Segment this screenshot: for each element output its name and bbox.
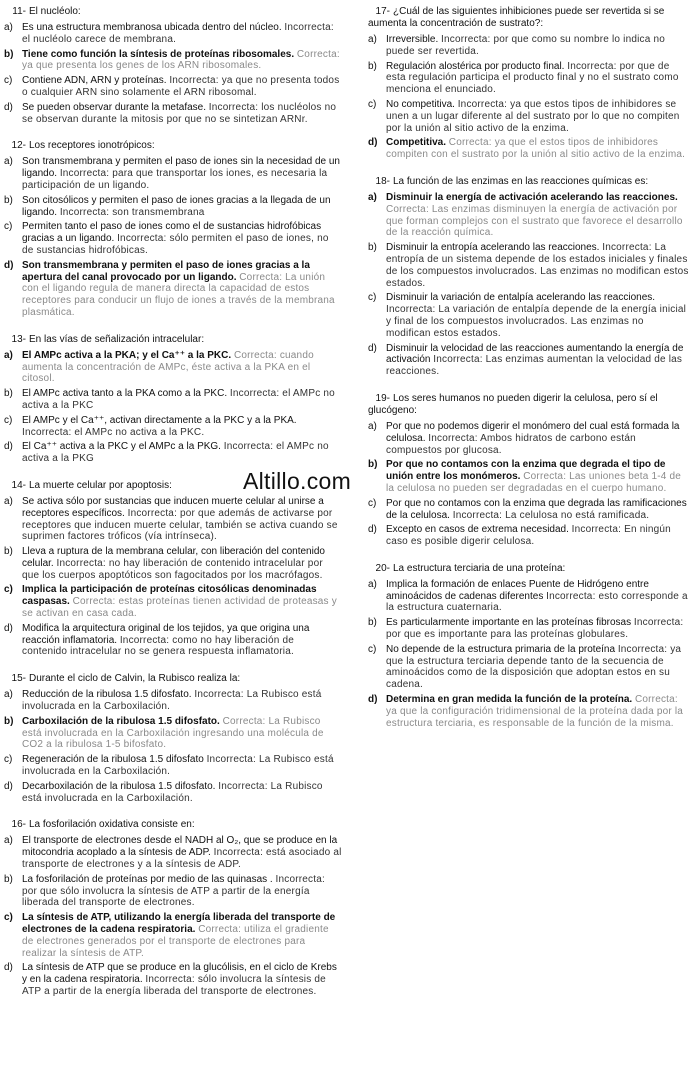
options-list — [4, 156, 342, 318]
question — [368, 563, 690, 730]
option-text: Contiene ADN, ARN y proteínas. — [22, 75, 167, 87]
option-explanation: Incorrecta: En ningún caso es posible digerir celulosa. — [386, 524, 671, 548]
question-title — [368, 393, 690, 417]
option-body — [22, 623, 342, 658]
option-explanation: Incorrecta: esto corresponde a la estructura cuaternaria. — [386, 590, 688, 614]
answer-option-correct — [4, 912, 342, 959]
option-body — [386, 459, 690, 494]
answer-option-incorrect — [368, 524, 690, 548]
question — [4, 673, 342, 804]
option-letter: c) — [4, 912, 13, 924]
answer-option-correct — [368, 137, 690, 161]
question-text: La muerte celular por apoptosis: — [29, 479, 172, 491]
option-body — [386, 34, 690, 58]
answer-option-incorrect — [4, 415, 342, 439]
option-letter: c) — [368, 497, 377, 509]
option-body — [22, 102, 342, 126]
option-letter: c) — [4, 221, 13, 233]
answer-option-correct — [368, 694, 690, 729]
option-text: Disminuir la velocidad de las reacciones aumentando la energía de activación — [386, 342, 684, 366]
option-letter: d) — [4, 259, 14, 271]
option-body — [386, 343, 690, 378]
option-body — [386, 192, 690, 239]
option-body — [22, 874, 342, 909]
answer-option-incorrect — [4, 874, 342, 909]
question-spacer — [4, 661, 342, 667]
option-explanation: Incorrecta: el AMPc no activa a la PKC. — [22, 426, 205, 438]
option-body — [22, 912, 342, 959]
option-text: Es particularmente importante en las proteínas fibrosas — [386, 617, 632, 629]
answer-option-incorrect — [4, 156, 342, 191]
option-explanation: Incorrecta: como no hay liberación de contenido intracelular no se genera respuesta inflamatoria. — [22, 634, 294, 658]
option-body — [386, 421, 690, 456]
option-explanation: Incorrecta: La entropía de un sistema depende de los estados iniciales y finales de los compuestos involucrados. Las enzimas no modifican estos estados. — [386, 242, 689, 289]
option-explanation: Incorrecta: el nucléolo carece de membrana. — [22, 22, 334, 45]
option-letter: d) — [4, 780, 13, 792]
option-explanation: Incorrecta: ya que estos tipos de inhibidores se unen a un lugar diferente al del sustrato por lo que no compiten por la unión al sitio activo de la enzima. — [386, 98, 680, 134]
question-text: Los receptores ionotrópicos: — [29, 140, 155, 152]
option-explanation: Incorrecta: Ambos hidratos de carbono están compuestos por glucosa. — [386, 432, 636, 456]
answer-option-incorrect — [368, 292, 690, 339]
option-text: Permiten tanto el paso de iones como el de sustancias hidrofóbicas gracias a un ligando. — [22, 221, 322, 245]
option-explanation: Correcta: ya que presenta los genes de los ARN ribosomales. — [22, 48, 340, 72]
answer-option-incorrect — [368, 498, 690, 522]
option-letter: b) — [4, 48, 14, 60]
answer-option-incorrect — [4, 388, 342, 412]
question — [4, 140, 342, 318]
option-letter: b) — [368, 60, 377, 72]
option-explanation: Incorrecta: los nucléolos no se observan durante la mitosis por que no se sintetizan ARNr. — [22, 101, 337, 125]
option-body — [22, 496, 342, 543]
question-number: 20- — [375, 562, 390, 574]
option-text: Son transmembrana y permiten el paso de iones gracias a la apertura del canal provocado por un ligando. — [22, 259, 310, 283]
option-explanation: Incorrecta: son transmembrana — [59, 206, 205, 218]
question — [368, 176, 690, 378]
options-list — [368, 34, 690, 161]
answer-option-correct — [4, 350, 342, 385]
option-letter: a) — [4, 349, 13, 361]
option-text: Disminuir la variación de entalpía acelerando las reacciones. — [386, 292, 656, 304]
option-explanation: Incorrecta: Las enzimas aumentan la velocidad de las reacciones. — [386, 354, 683, 378]
question-text: En las vías de señalización intracelular: — [29, 333, 205, 345]
answer-option-incorrect — [4, 496, 342, 543]
option-text: Implica la participación de proteínas citosólicas denominadas caspasas. — [22, 584, 317, 608]
option-letter: c) — [368, 292, 377, 304]
answer-option-incorrect — [4, 546, 342, 581]
option-text: El AMPc activa a la PKA; y el Ca⁺⁺ a la PKC. — [22, 349, 232, 361]
option-explanation: Correcta: cuando aumenta la concentración de AMPc, éste activa a la PKA en el citosol. — [22, 349, 314, 385]
answer-option-incorrect — [368, 617, 690, 641]
option-explanation: Incorrecta: La Rubisco está involucrada en la Carboxilación. — [22, 780, 323, 804]
option-letter: b) — [4, 873, 13, 885]
option-body — [386, 617, 690, 641]
option-explanation: Incorrecta: La celulosa no está ramificada. — [452, 509, 650, 521]
option-body — [22, 415, 342, 439]
option-explanation: Incorrecta: por que como su nombre lo indica no puede ser revertida. — [386, 34, 665, 57]
option-text: Decarboxilación de la ribulosa 1.5 difosfato. — [22, 780, 216, 792]
option-letter: a) — [368, 34, 377, 45]
question-text: Los seres humanos no pueden digerir la celulosa, pero sí el glucógeno: — [368, 392, 661, 416]
question-title — [368, 6, 690, 30]
option-letter: d) — [368, 694, 378, 706]
option-body — [386, 61, 690, 96]
option-text: La síntesis de ATP que se produce en la glucólisis, en el ciclo de Krebs y en la cadena respiratoria. — [22, 962, 337, 986]
option-letter: d) — [4, 962, 13, 974]
answer-option-correct — [4, 716, 342, 751]
option-letter: b) — [368, 617, 377, 629]
question-spacer — [4, 807, 342, 813]
option-body — [22, 75, 342, 99]
option-text: Por que no contamos con la enzima que degrada el tipo de unión entre los monómeros. — [386, 459, 666, 483]
question-text: Durante el ciclo de Calvin, la Rubisco realiza la: — [29, 673, 241, 685]
answer-option-incorrect — [4, 22, 342, 46]
option-letter: a) — [4, 495, 13, 507]
option-letter: a) — [4, 689, 13, 701]
option-body — [22, 584, 342, 619]
answer-option-incorrect — [4, 962, 342, 997]
option-explanation: Incorrecta: La Rubisco está involucrada en la Carboxilación. — [22, 754, 334, 778]
option-letter: b) — [4, 194, 13, 206]
option-body — [386, 242, 690, 289]
answer-option-incorrect — [368, 99, 690, 134]
option-text: El AMPc activa tanto a la PKA como a la PKC. — [22, 388, 228, 400]
question-text: La función de las enzimas en las reacciones químicas es: — [393, 175, 649, 187]
option-letter: b) — [368, 459, 378, 471]
option-letter: c) — [368, 98, 377, 110]
option-body — [22, 195, 342, 219]
answer-option-incorrect — [368, 343, 690, 378]
question — [368, 6, 690, 161]
option-body — [386, 579, 690, 614]
question-number: 18- — [375, 175, 390, 187]
option-letter: b) — [4, 388, 13, 400]
option-explanation: Incorrecta: La Rubisco está involucrada en la Carboxilación. — [22, 689, 322, 713]
option-letter: a) — [368, 578, 377, 590]
option-letter: a) — [4, 22, 13, 33]
question-text: La estructura terciaria de una proteína: — [393, 562, 566, 574]
option-body — [22, 716, 342, 751]
option-letter: c) — [4, 414, 13, 426]
question-spacer — [4, 322, 342, 328]
option-body — [386, 498, 690, 522]
question-spacer — [4, 128, 342, 134]
option-text: Disminuir la energía de activación acelerando las reacciones. — [386, 191, 678, 203]
question-number: 11- — [12, 6, 26, 17]
option-text: Regeneración de la ribulosa 1.5 difosfato — [22, 754, 204, 766]
option-letter: c) — [4, 754, 13, 766]
option-body — [386, 694, 690, 729]
options-list — [368, 579, 690, 730]
option-text: El AMPc y el Ca⁺⁺, activan directamente a la PKC y a la PKA. — [22, 414, 297, 426]
option-letter: a) — [368, 420, 377, 432]
option-text: Carboxilación de la ribulosa 1.5 difosfato. — [22, 715, 220, 727]
answer-option-incorrect — [4, 221, 342, 256]
answer-option-correct — [368, 459, 690, 494]
option-body — [22, 388, 342, 412]
question-number: 14- — [11, 479, 26, 491]
answer-option-incorrect — [4, 689, 342, 713]
option-explanation: Incorrecta: por que sólo involucra la síntesis de ATP a partir de la energía liberada del transporte de electrones. — [22, 873, 325, 909]
option-text: Es una estructura membranosa ubicada dentro del núcleo. — [22, 22, 282, 33]
option-text: Se pueden observar durante la metafase. — [22, 101, 207, 113]
option-text: Se activa sólo por sustancias que inducen muerte celular al unirse a receptores específicos. — [22, 495, 324, 519]
question-number: 17- — [375, 6, 390, 17]
option-text: Implica la formación de enlaces Puente de Hidrógeno entre aminoácidos de cadenas diferentes — [386, 578, 649, 602]
option-text: El transporte de electrones desde el NADH al O₂, que se produce en la mitocondria acoplado a la síntesis de ADP. — [22, 835, 338, 859]
option-body — [386, 99, 690, 134]
question-spacer — [368, 551, 690, 557]
answer-option-incorrect — [368, 579, 690, 614]
option-explanation: Correcta: ya que la configuración tridimensional de la proteína dada por la estructura terciaria, es responsable de la función de la misma. — [386, 694, 684, 729]
question-number: 16- — [11, 819, 26, 831]
question-number: 12- — [11, 140, 26, 152]
option-body — [22, 49, 342, 73]
option-text: Irreversible. — [386, 34, 439, 45]
option-explanation: Incorrecta: por que es importante para las proteínas globulares. — [386, 617, 684, 641]
answer-option-incorrect — [4, 781, 342, 805]
option-letter: c) — [4, 75, 13, 87]
question-title — [4, 673, 342, 685]
question-number: 19- — [375, 392, 390, 404]
answer-option-incorrect — [4, 754, 342, 778]
option-explanation: Incorrecta: para que transportar los iones, es necesaria la participación de un ligando. — [22, 168, 328, 191]
option-explanation: Incorrecta: sólo permiten el paso de iones, no de sustancias hidrofóbicas. — [22, 233, 329, 256]
answer-option-incorrect — [4, 102, 342, 126]
option-text: No competitiva. — [386, 98, 455, 110]
answer-option-incorrect — [4, 75, 342, 99]
right-column — [368, 0, 690, 732]
option-text: Reducción de la ribulosa 1.5 difosfato. — [22, 689, 192, 701]
option-body — [22, 350, 342, 385]
answer-option-incorrect — [368, 421, 690, 456]
option-body — [22, 156, 342, 191]
option-explanation: Correcta: La Rubisco está involucrada en la Carboxilación ingresando una molécula de CO2 a la ribulosa 1-5 bifosfato. — [22, 715, 324, 751]
option-explanation: Correcta: ya que el estos tipos de inhibidores compiten con el sustrato por la unión al sitio activo de la enzima. — [386, 137, 686, 161]
option-explanation: Correcta: utiliza el gradiente de electrones generados por el transporte de electrones para realizar la síntesis de ATP. — [22, 924, 329, 959]
option-explanation: Incorrecta: por que además de activarse por receptores que inducen muerte celular, también se activa cuando se suprimen factores tróficos (vía intrínseca). — [22, 507, 338, 543]
option-text: Por que no contamos con la enzima que degrada las ramificaciones de la celulosa. — [386, 497, 687, 521]
option-text: La síntesis de ATP, utilizando la energía liberada del transporte de electrones de la cadena respiratoria. — [22, 912, 336, 936]
option-body — [386, 292, 690, 339]
option-letter: d) — [4, 101, 13, 113]
option-text: Son transmembrana y permiten el paso de iones sin la necesidad de un ligando. — [22, 156, 340, 180]
option-text: Tiene como función la síntesis de proteínas ribosomales. — [22, 48, 295, 60]
option-explanation: Incorrecta: ya que no presenta todos o cualquier ARN sino solamente el ARN ribosomal. — [22, 75, 340, 98]
question — [4, 334, 342, 465]
option-letter: d) — [368, 524, 377, 536]
option-explanation: Correcta: Las uniones beta 1-4 de la celulosa no pueden ser degradadas en el cuerpo humano. — [386, 471, 682, 494]
option-explanation: Incorrecta: el AMPc no activa a la PKG — [22, 441, 329, 465]
option-body — [386, 644, 690, 691]
answer-option-correct — [4, 260, 342, 319]
option-letter: c) — [368, 643, 377, 655]
option-letter: d) — [4, 441, 13, 453]
option-explanation: Incorrecta: sólo involucra la síntesis de ATP a partir de la energía liberada del transporte de electrones. — [22, 974, 326, 997]
option-body — [22, 441, 342, 465]
option-letter: d) — [368, 342, 377, 354]
option-body — [386, 524, 690, 548]
question-text: La fosforilación oxidativa consiste en: — [29, 819, 195, 831]
question-title — [368, 563, 690, 575]
option-letter: b) — [4, 715, 14, 727]
question-title — [4, 819, 342, 831]
option-explanation: Incorrecta: no hay liberación de contenido intracelular por que los cuerpos apoptóticos son fagocitados por los macrófagos. — [22, 557, 323, 581]
option-body — [386, 137, 690, 161]
answer-option-incorrect — [368, 61, 690, 96]
watermark-text: Altillo.com — [243, 468, 352, 494]
option-explanation: Correcta: estas proteínas tienen actividad de proteasas y se activan en casa cada. — [22, 596, 337, 620]
option-body — [22, 221, 342, 256]
option-text: El Ca⁺⁺ activa a la PKC y el AMPc a la PKG. — [22, 441, 221, 453]
question-title — [368, 176, 690, 188]
option-letter: c) — [4, 584, 13, 596]
option-text: Son citosólicos y permiten el paso de iones gracias a la llegada de un ligando. — [22, 194, 331, 218]
options-list — [368, 192, 690, 378]
option-explanation: Correcta: Las enzimas disminuyen la energía de activación por que forman complejos con el sustrato que favorece el desarrollo de la reacción química. — [386, 203, 683, 239]
option-text: Excepto en casos de extrema necesidad. — [386, 524, 569, 536]
question-text: ¿Cuál de las siguientes inhibiciones puede ser revertida si se aumenta la concentración de sustrato?: — [368, 6, 668, 29]
option-explanation: Incorrecta: por que de esta regulación participa el producto final y no el sustrato como menciona el enunciado. — [386, 60, 679, 96]
question-number: 13- — [11, 333, 26, 345]
option-letter: b) — [368, 242, 377, 254]
question-number: 15- — [11, 673, 26, 685]
question — [4, 819, 342, 997]
option-text: Competitiva. — [386, 137, 447, 149]
option-body — [22, 260, 342, 319]
options-list — [4, 689, 342, 804]
question — [4, 6, 342, 125]
answer-option-correct — [4, 49, 342, 73]
answer-option-incorrect — [4, 441, 342, 465]
option-body — [22, 546, 342, 581]
options-list — [4, 350, 342, 465]
option-body — [22, 835, 342, 870]
option-letter: b) — [4, 546, 13, 558]
answer-option-incorrect — [4, 835, 342, 870]
option-letter: d) — [368, 137, 378, 149]
option-body — [22, 22, 342, 46]
answer-option-correct — [4, 584, 342, 619]
option-body — [22, 754, 342, 778]
question-title — [4, 334, 342, 346]
option-explanation: Incorrecta: está asociado al transporte de electrones y a la síntesis de ADP. — [22, 847, 342, 871]
options-list — [4, 496, 342, 658]
options-list — [368, 421, 690, 548]
answer-option-incorrect — [368, 242, 690, 289]
option-explanation: Correcta: La unión con el ligando regula de manera directa la capacidad de estos receptores para conducir un flujo de iones a través de la membrana plasmática. — [22, 271, 335, 318]
left-column — [4, 0, 342, 1001]
option-text: Modifica la arquitectura original de los tejidos, ya que origina una reacción inflamatoria. — [22, 622, 310, 646]
question — [4, 480, 342, 658]
question-text: El nucléolo: — [29, 6, 81, 17]
option-text: No depende de la estructura primaria de la proteína — [386, 643, 616, 655]
question-spacer — [368, 381, 690, 387]
option-text: Determina en gran medida la función de la proteína. — [386, 694, 633, 706]
option-text: Lleva a ruptura de la membrana celular, con liberación del contenido celular. — [22, 546, 325, 569]
options-list — [4, 22, 342, 125]
option-body — [22, 689, 342, 713]
answer-option-incorrect — [368, 644, 690, 691]
option-text: Regulación alostérica por producto final. — [386, 60, 565, 72]
question-title — [4, 140, 342, 152]
question-spacer — [368, 164, 690, 170]
option-letter: a) — [4, 156, 13, 168]
answer-option-incorrect — [368, 34, 690, 58]
option-explanation: Incorrecta: ya que la estructura terciaria depende tanto de la secuencia de aminoácidos como de la disposición que adoptan estos en su cadena. — [386, 643, 682, 691]
option-letter: a) — [368, 191, 377, 203]
question — [368, 393, 690, 548]
option-explanation: Incorrecta: La variación de entalpía depende de la energía inicial y final de los compuestos involucrados. Las enzimas no modifican estos estados. — [386, 304, 687, 339]
options-list — [4, 835, 342, 997]
answer-option-incorrect — [4, 195, 342, 219]
question-title — [4, 6, 342, 18]
option-body — [22, 962, 342, 997]
option-text: Por que no podemos digerir el monómero del cual está formada la celulosa. — [386, 420, 680, 444]
option-letter: a) — [4, 835, 13, 847]
option-text: Disminuir la entropía acelerando las reacciones. — [386, 242, 600, 254]
answer-option-incorrect — [4, 623, 342, 658]
option-text: La fosforilación de proteínas por medio de las quinasas . — [22, 873, 273, 885]
option-body — [22, 781, 342, 805]
option-letter: d) — [4, 622, 13, 634]
option-explanation: Incorrecta: el AMPc no activa a la PKC — [22, 388, 335, 411]
answer-option-correct — [368, 192, 690, 239]
